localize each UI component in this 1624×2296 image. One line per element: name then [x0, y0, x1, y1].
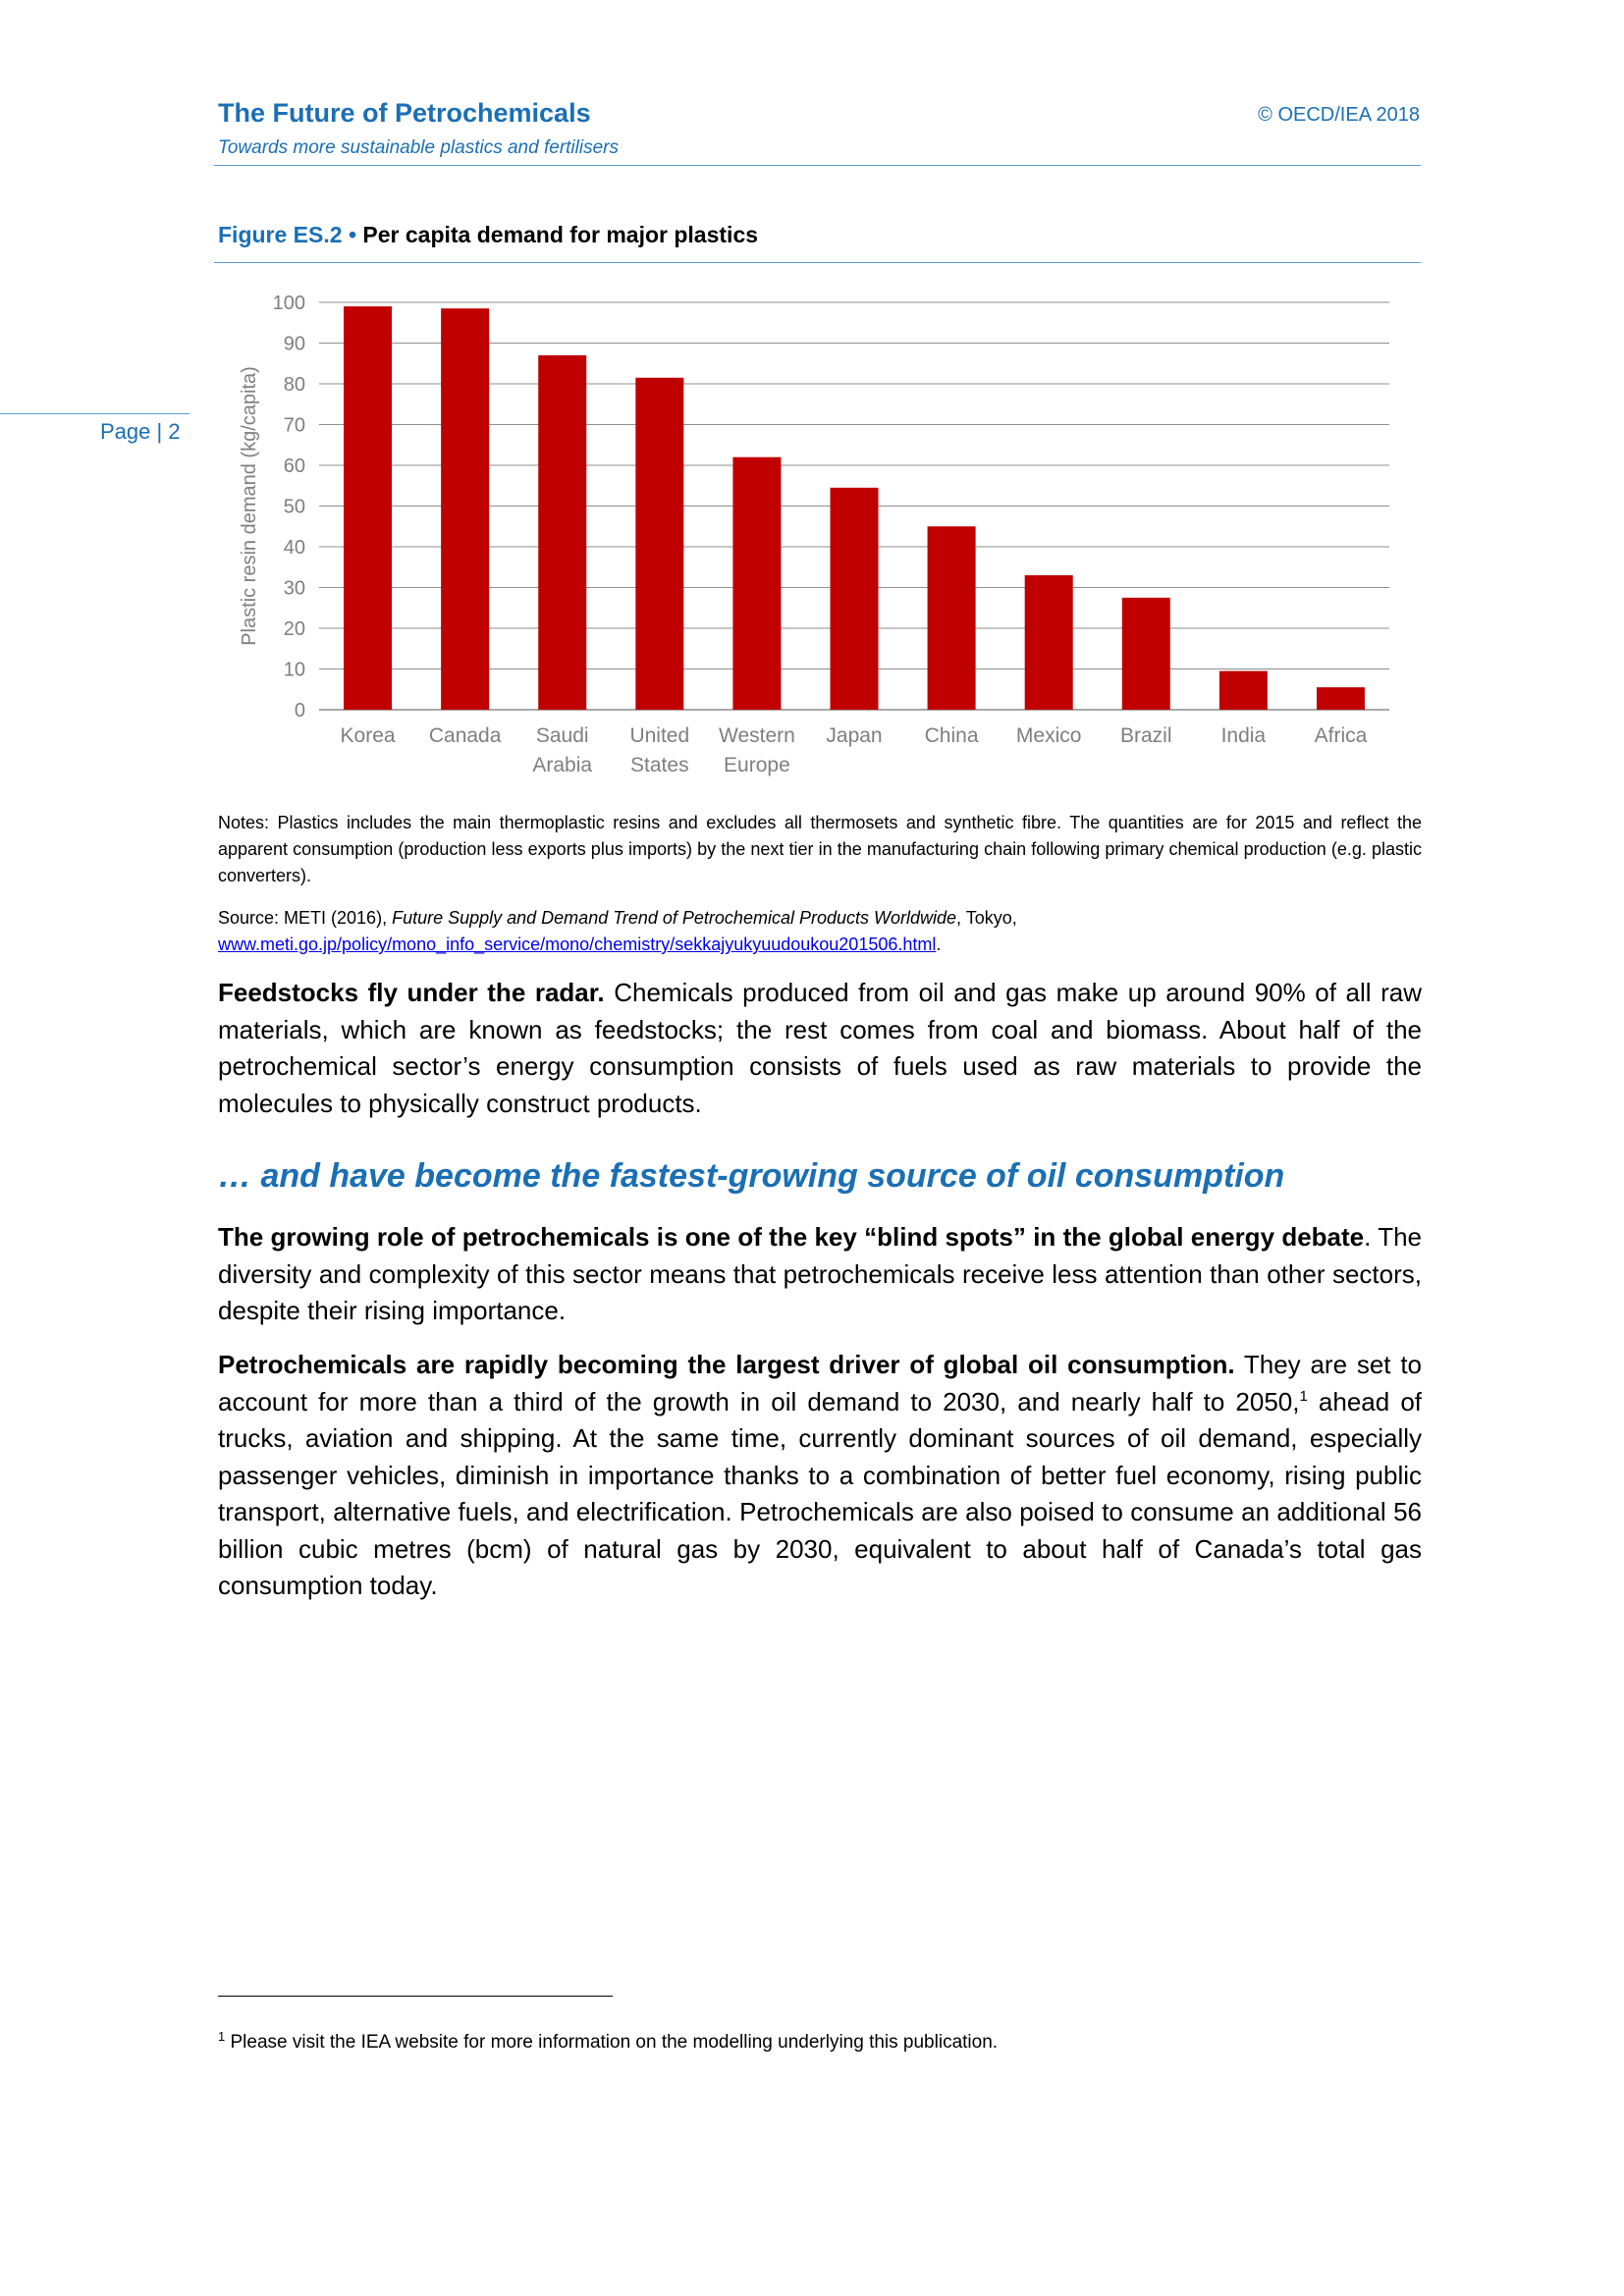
x-tick-label: Mexico	[1015, 724, 1082, 747]
bar	[928, 526, 976, 710]
y-tick-label: 20	[283, 618, 305, 640]
y-tick-label: 10	[283, 659, 305, 681]
paragraph-text: ahead of trucks, aviation and shipping. At the same time, currently dominant sources of oil demand, especially passenger vehicles, diminish in importance thanks to a combination of better fuel economy, rising public transport, alternative fuels, and electrification. Petrochemicals are also poised to consume an additional 56 billion cubic metres (bcm) of natural gas by 2030, equivalent to about half of Canada’s total gas consumption today.	[218, 1386, 1422, 1600]
bar	[538, 355, 586, 710]
header-divider	[214, 165, 1421, 166]
bar	[635, 378, 683, 710]
x-tick-label: Japan	[826, 724, 883, 747]
x-tick-label: Brazil	[1120, 724, 1172, 747]
footnote-marker: 1	[218, 2029, 226, 2044]
x-tick-label: Africa	[1314, 724, 1368, 747]
paragraph-lead: Feedstocks fly under the radar.	[218, 978, 605, 1007]
paragraph-lead: Petrochemicals are rapidly becoming the largest driver of global oil consumption.	[218, 1350, 1235, 1379]
footnote-text: Please visit the IEA website for more information on the modelling underlying this publication.	[225, 2032, 999, 2053]
page-marker-rule	[0, 413, 189, 414]
source-end: .	[936, 934, 942, 954]
bar	[732, 457, 781, 710]
y-tick-label: 100	[272, 293, 305, 314]
paragraph-feedstocks	[218, 975, 1422, 1122]
per-capita-demand-bar-chart	[218, 280, 1422, 790]
paragraph-text: Chemicals produced from oil and gas make up around 90% of all raw materials, which are known as feedstocks; the rest comes from coal and biomass. About half of the petrochemical sector’s energy consumption consists of fuels used as raw materials to provide the molecules to physically construct products.	[218, 978, 1422, 1118]
bar	[1025, 575, 1073, 710]
paragraph-lead: The growing role of petrochemicals is one of the key “blind spots” in the global energy debate	[218, 1222, 1365, 1252]
y-tick-label: 70	[283, 414, 305, 437]
bar	[441, 308, 489, 710]
x-tick-label: India	[1220, 724, 1267, 747]
footnote-reference[interactable]: 1	[1299, 1387, 1308, 1405]
figure-bullet: •	[348, 222, 356, 247]
source-prefix: Source: METI (2016),	[218, 908, 393, 928]
y-tick-label: 0	[294, 700, 305, 721]
bar	[1219, 671, 1268, 710]
x-tick-label: United States	[629, 724, 690, 776]
paragraph-oil-consumption	[218, 1347, 1422, 1605]
paragraph-text: . The diversity and complexity of this sector means that petrochemicals receive less attention than other sectors, despite their rising importance.	[218, 1222, 1422, 1325]
source-link[interactable]: www.meti.go.jp/policy/mono_info_service/mono/chemistry/sekkajyukyuudoukou201506.html	[218, 934, 937, 954]
y-tick-label: 80	[283, 374, 305, 396]
document-title: The Future of Petrochemicals	[218, 98, 591, 128]
document-subtitle: Towards more sustainable plastics and fertilisers	[218, 137, 619, 158]
y-axis-title: Plastic resin demand (kg/capita)	[239, 366, 260, 646]
footnote	[218, 2029, 999, 2054]
copyright-notice: © OECD/IEA 2018	[1258, 104, 1420, 126]
y-tick-label: 60	[283, 455, 305, 477]
figure-number: Figure ES.2	[218, 222, 343, 247]
paragraph-text: They are set to account for more than a third of the growth in oil demand to 2030, and nearly half to 2050,	[218, 1350, 1422, 1416]
figure-title: Per capita demand for major plastics	[362, 222, 759, 247]
paragraph-blind-spots	[218, 1219, 1422, 1330]
page-number: Page | 2	[100, 419, 181, 444]
y-tick-label: 90	[283, 333, 305, 355]
bar	[831, 488, 879, 710]
y-tick-label: 40	[283, 537, 305, 559]
x-tick-label: Saudi Arabia	[532, 724, 593, 776]
x-tick-label: Western Europe	[719, 724, 795, 776]
source-suffix: , Tokyo,	[956, 908, 1017, 928]
y-tick-label: 30	[283, 577, 305, 600]
y-tick-label: 50	[283, 496, 305, 518]
footnote-divider	[218, 1996, 613, 1997]
source-title: Future Supply and Demand Trend of Petrochemical Products Worldwide	[392, 908, 957, 928]
figure-divider	[214, 262, 1421, 263]
bar	[1317, 687, 1365, 710]
section-heading: … and have become the fastest-growing source of oil consumption	[218, 1157, 1285, 1195]
x-tick-label: Korea	[340, 724, 396, 747]
bar	[344, 306, 392, 710]
figure-caption	[218, 222, 758, 248]
bar	[1122, 598, 1170, 710]
figure-source	[218, 905, 1422, 958]
x-tick-label: China	[924, 724, 979, 747]
figure-notes: Notes: Plastics includes the main thermoplastic resins and excludes all thermosets and synthetic fibre. The quantities are for 2015 and reflect the apparent consumption (production less exports plus imports) by the next tier in the manufacturing chain following primary chemical production (e.g. plastic converters).	[218, 813, 1422, 885]
x-tick-label: Canada	[428, 724, 502, 747]
